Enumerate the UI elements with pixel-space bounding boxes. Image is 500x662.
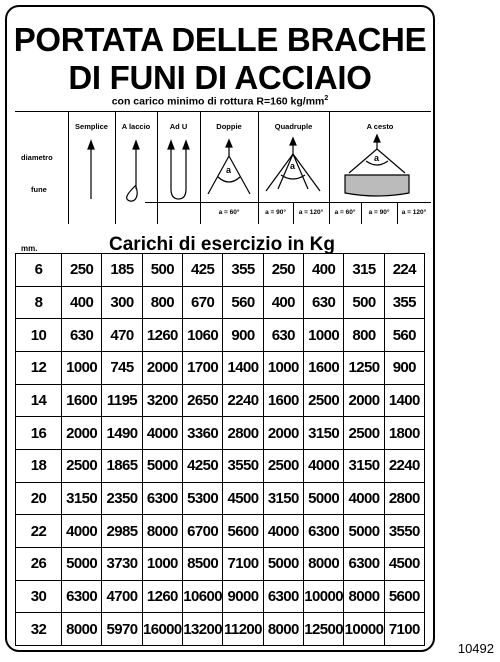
load-cell: 6300 [142,482,182,515]
table-row [16,547,425,580]
load-cell: 500 [344,286,384,319]
angle-label: a = 90° [368,209,390,216]
load-cell: 2500 [62,449,102,482]
load-cell: 4000 [62,515,102,548]
load-cell: 1260 [142,319,182,352]
table-row [16,384,425,417]
load-cell: 2240 [223,384,263,417]
single-sling-icon [88,141,94,199]
load-cell: 5600 [384,580,424,613]
load-cell: 9000 [223,580,263,613]
load-cell: 5000 [344,515,384,548]
load-cell: 10000 [344,613,384,646]
load-cell: 2500 [344,417,384,450]
load-cell: 1000 [263,351,303,384]
load-cell: 5300 [182,482,222,515]
load-cell: 1250 [344,351,384,384]
load-cell: 3150 [303,417,343,450]
choker-sling-icon [127,141,139,201]
load-cell: 7100 [223,547,263,580]
diameter-cell: 6 [16,254,62,287]
load-cell: 400 [303,254,343,287]
diameter-cell: 26 [16,547,62,580]
load-cell: 3730 [102,547,142,580]
load-cell: 3150 [62,482,102,515]
load-cell: 1800 [384,417,424,450]
load-cell: 315 [344,254,384,287]
load-cell: 13200 [182,613,222,646]
load-cell: 2000 [62,417,102,450]
load-cell: 6300 [344,547,384,580]
load-cell: 224 [384,254,424,287]
table-row [16,417,425,450]
load-cell: 745 [102,351,142,384]
load-cell: 2500 [303,384,343,417]
header-a-cesto: A cesto [366,122,394,131]
angle-label: a = 120° [298,209,324,216]
header-semplice: Semplice [75,122,108,131]
load-cell: 900 [223,319,263,352]
diameter-cell: 16 [16,417,62,450]
load-cell: 8000 [263,613,303,646]
load-cell: 4000 [303,449,343,482]
load-cell: 2500 [263,449,303,482]
load-cell: 1000 [142,547,182,580]
load-cell: 800 [142,286,182,319]
diameter-cell: 22 [16,515,62,548]
load-cell: 425 [182,254,222,287]
diameter-cell: 12 [16,351,62,384]
table-row [16,515,425,548]
load-cell: 5600 [223,515,263,548]
diameter-cell: 20 [16,482,62,515]
angle-symbol-doppie: a [226,165,232,175]
load-cell: 6300 [303,515,343,548]
header-quadruple: Quadruple [274,122,313,131]
angle-row-line [145,202,431,203]
load-cell: 4500 [223,482,263,515]
header-a-laccio: A laccio [121,122,151,131]
load-cell: 4000 [263,515,303,548]
table-row [16,286,425,319]
load-cell: 1490 [102,417,142,450]
header-doppie: Doppie [216,122,242,131]
angle-label: a = 60° [334,209,356,216]
load-cell: 2800 [384,482,424,515]
load-cell: 250 [263,254,303,287]
load-cell: 5000 [62,547,102,580]
diameter-cell: 8 [16,286,62,319]
table-row [16,613,425,646]
load-cell: 1400 [223,351,263,384]
load-cell: 1060 [182,319,222,352]
load-cell: 3200 [142,384,182,417]
load-cell: 2800 [223,417,263,450]
angle-symbol-cesto: a [374,153,380,163]
load-cell: 2000 [263,417,303,450]
load-cell: 8000 [142,515,182,548]
header-fune: fune [31,185,47,194]
table-title: Carichi di esercizio in Kg [109,234,335,255]
load-cell: 5970 [102,613,142,646]
load-cell: 4000 [344,482,384,515]
sling-type-header [15,111,431,224]
load-cell: 400 [62,286,102,319]
load-cell: 400 [263,286,303,319]
load-cell: 900 [384,351,424,384]
load-cell: 185 [102,254,142,287]
table-row [16,580,425,613]
load-cell: 10000 [303,580,343,613]
diameter-cell: 14 [16,384,62,417]
load-cell: 1260 [142,580,182,613]
angle-symbol-quadruple: a [290,161,296,171]
load-table [15,253,425,646]
load-cell: 1400 [384,384,424,417]
table-row [16,449,425,482]
load-cell: 5000 [263,547,303,580]
load-cell: 630 [62,319,102,352]
table-row [16,254,425,287]
load-cell: 4000 [142,417,182,450]
load-cell: 3550 [384,515,424,548]
load-cell: 3150 [344,449,384,482]
load-cell: 6300 [62,580,102,613]
load-cell: 1000 [62,351,102,384]
subtitle-text: con carico minimo di rottura R=160 kg/mm [111,95,325,108]
load-cell: 500 [142,254,182,287]
load-cell: 560 [223,286,263,319]
angle-label: a = 60° [218,209,240,216]
basket-sling-icon [345,135,409,196]
load-cell: 2650 [182,384,222,417]
angle-label: a = 120° [401,209,427,216]
load-cell: 5000 [303,482,343,515]
load-cell: 1700 [182,351,222,384]
load-cell: 2985 [102,515,142,548]
load-cell: 2240 [384,449,424,482]
sling-diagrams [15,111,431,202]
diameter-cell: 32 [16,613,62,646]
load-cell: 2350 [102,482,142,515]
load-cell: 1000 [303,319,343,352]
load-cell: 3150 [263,482,303,515]
load-cell: 250 [62,254,102,287]
load-cell: 5000 [142,449,182,482]
unit-label: mm. [21,244,38,253]
load-cell: 7100 [384,613,424,646]
subtitle [7,95,433,108]
load-cell: 6700 [182,515,222,548]
load-cell: 6300 [263,580,303,613]
load-table-body [16,254,425,646]
table-row [16,319,425,352]
load-cell: 3550 [223,449,263,482]
load-cell: 1865 [102,449,142,482]
table-row [16,351,425,384]
load-cell: 800 [344,319,384,352]
load-cell: 10600 [182,580,222,613]
load-cell: 1600 [303,351,343,384]
subtitle-superscript: 2 [324,95,329,102]
load-cell: 4500 [384,547,424,580]
diameter-cell: 10 [16,319,62,352]
header-diametro: diametro [21,153,53,162]
load-cell: 8000 [303,547,343,580]
load-cell: 2000 [344,384,384,417]
load-cell: 2000 [142,351,182,384]
load-cell: 4250 [182,449,222,482]
load-cell: 355 [384,286,424,319]
load-cell: 630 [303,286,343,319]
load-cell: 11200 [223,613,263,646]
load-cell: 4700 [102,580,142,613]
angle-label: a = 90° [265,209,286,216]
title-line-2: DI FUNI DI ACCIAIO [68,59,372,96]
load-cell: 1600 [263,384,303,417]
header-ad-u: Ad U [169,122,188,131]
load-cell: 8000 [344,580,384,613]
load-cell: 3360 [182,417,222,450]
load-cell: 560 [384,319,424,352]
diameter-cell: 30 [16,580,62,613]
load-cell: 670 [182,286,222,319]
load-cell: 1195 [102,384,142,417]
title-line-1: PORTATA DELLE BRACHE [13,21,427,58]
load-cell: 470 [102,319,142,352]
load-cell: 355 [223,254,263,287]
load-cell: 8500 [182,547,222,580]
load-cell: 12500 [303,613,343,646]
load-cell: 630 [263,319,303,352]
table-row [16,482,425,515]
load-cell: 300 [102,286,142,319]
u-sling-icon [168,141,189,199]
diameter-cell: 18 [16,449,62,482]
load-cell: 1600 [62,384,102,417]
load-cell: 8000 [62,613,102,646]
figure-number: 10492 [457,641,494,656]
load-cell: 16000 [142,613,182,646]
